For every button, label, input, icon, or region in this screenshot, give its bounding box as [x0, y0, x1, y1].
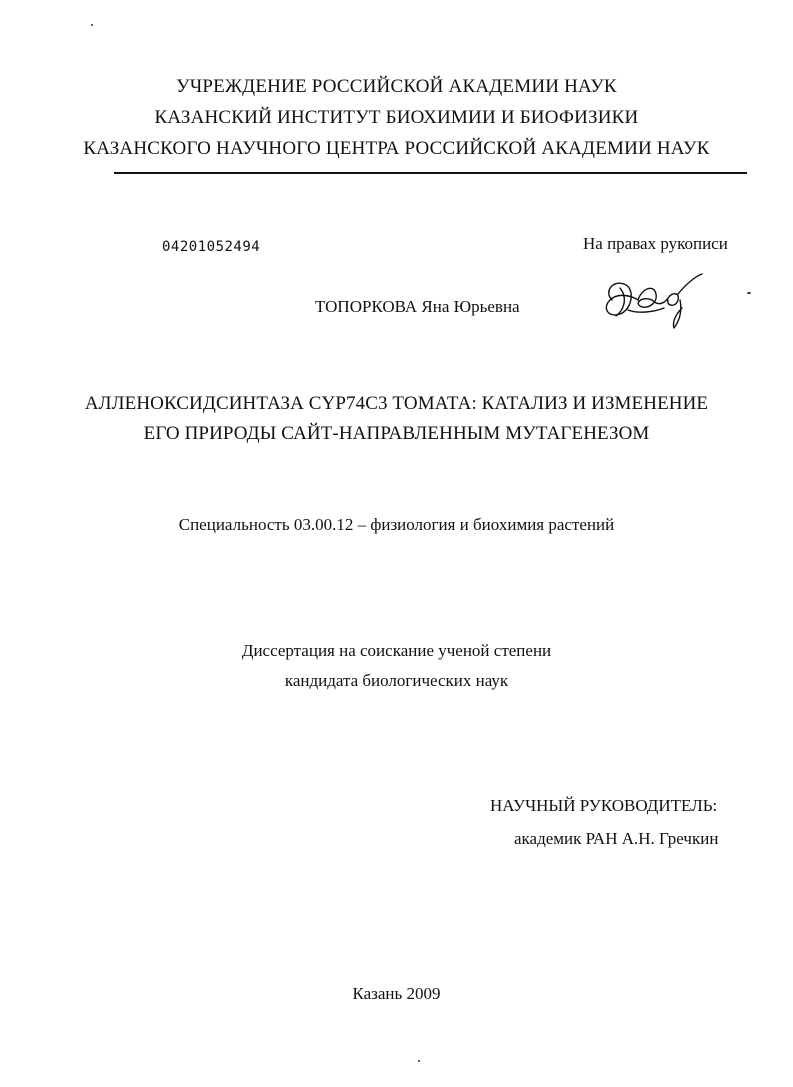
- document-code: 04201052494: [162, 239, 261, 255]
- signature-image: [598, 270, 708, 332]
- scan-speck: [418, 1060, 420, 1062]
- supervisor-name: академик РАН А.Н. Гречкин: [514, 829, 719, 848]
- thesis-title-line-2: ЕГО ПРИРОДЫ САЙТ-НАПРАВЛЕННЫМ МУТАГЕНЕЗОМ: [143, 423, 650, 444]
- author-name: ТОПОРКОВА Яна Юрьевна: [315, 297, 520, 316]
- rights-note: На правах рукописи: [583, 234, 728, 253]
- degree-line-1: Диссертация на соискание ученой степени: [241, 641, 552, 660]
- specialty-line: Специальность 03.00.12 – физиология и биохимия растений: [178, 515, 615, 534]
- place-year: Казань 2009: [352, 984, 441, 1003]
- scan-speck: [91, 24, 93, 26]
- header-divider: [114, 172, 747, 174]
- institution-line-1: УЧРЕЖДЕНИЕ РОССИЙСКОЙ АКАДЕМИИ НАУК: [176, 76, 617, 97]
- supervisor-heading: НАУЧНЫЙ РУКОВОДИТЕЛЬ:: [490, 796, 718, 815]
- institution-line-2: КАЗАНСКИЙ ИНСТИТУТ БИОХИМИИ И БИОФИЗИКИ: [154, 107, 639, 128]
- thesis-title-line-1: АЛЛЕНОКСИДСИНТАЗА CYP74C3 ТОМАТА: КАТАЛИЗ И ИЗМЕНЕНИЕ: [84, 393, 709, 414]
- scan-speck: [747, 292, 751, 294]
- degree-line-2: кандидата биологических наук: [284, 671, 509, 690]
- institution-line-3: КАЗАНСКОГО НАУЧНОГО ЦЕНТРА РОССИЙСКОЙ АКАДЕМИИ НАУК: [83, 138, 710, 159]
